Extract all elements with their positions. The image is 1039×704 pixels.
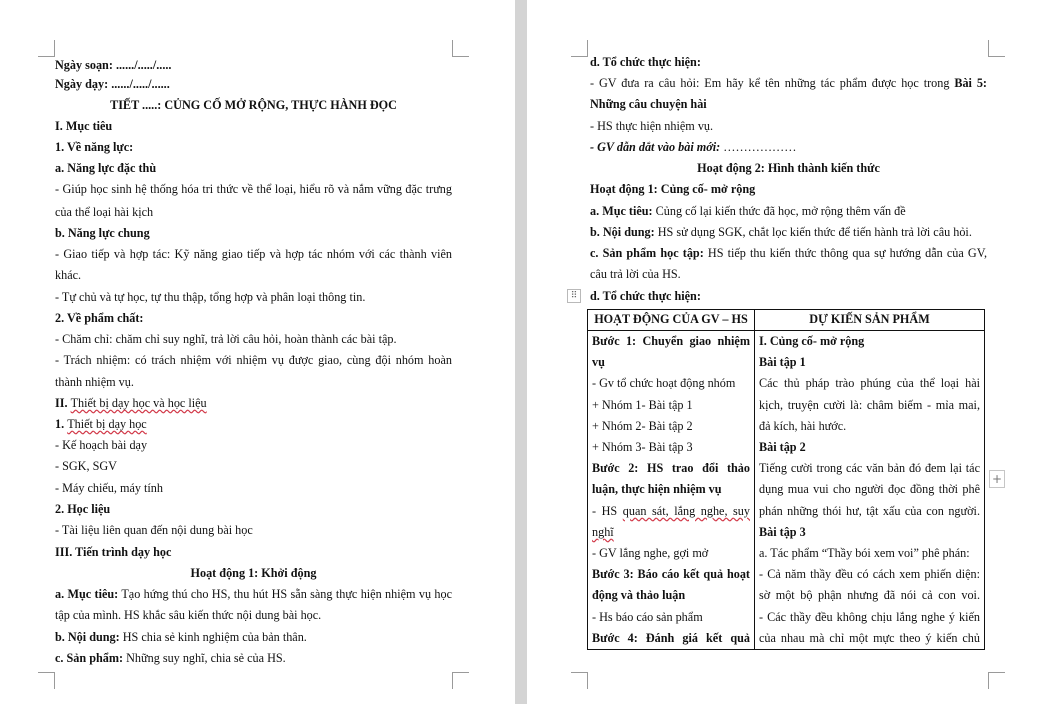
- underlined-text: quan sát, lắng nghe, suy: [622, 503, 750, 518]
- cell-line: [592, 479, 750, 500]
- bold-text: Bước 4: Đánh giá kết quả: [592, 630, 750, 645]
- cell-line: [759, 331, 980, 352]
- cell-line: [592, 522, 750, 543]
- text-run: - Các thầy đều không chịu lắng nghe ý kiến: [759, 609, 980, 624]
- bold-text: - GV dẫn dắt vào bài mới:: [590, 140, 721, 154]
- text-run: câu trả lời của HS.: [590, 267, 681, 281]
- underlined-text: Thiết bị dạy học: [67, 417, 147, 431]
- cell-line: [759, 543, 980, 564]
- text-run: Tiếng cười trong các văn bản đó đem lại tác: [759, 461, 980, 476]
- cell-line: [759, 479, 980, 500]
- text-run: - GV đưa ra câu hỏi: Em hãy kể tên những tác phẩm được học trong: [590, 76, 955, 90]
- text-line: [55, 180, 452, 198]
- table-row: [588, 331, 985, 650]
- text-run: thành nhiệm vụ.: [55, 375, 134, 389]
- text-run: - Cả năm thầy đều có cách xem phiến diện:: [759, 567, 980, 582]
- bold-text: c. Sản phẩm học tập:: [590, 246, 704, 260]
- bold-text: b. Nội dung:: [55, 630, 120, 644]
- text-run: ………………: [720, 140, 797, 154]
- text-line: [590, 159, 987, 177]
- activity-table: [587, 309, 985, 650]
- text-run: khác.: [55, 268, 82, 282]
- bold-text: a. Mục tiêu:: [590, 204, 653, 218]
- underlined-text: Thiết bị dạy học và học liệu: [70, 396, 207, 410]
- page-gap: [515, 0, 527, 704]
- crop-mark: [452, 40, 469, 57]
- text-run: - Hs báo cáo sản phẩm: [592, 609, 703, 624]
- cell-line: [759, 522, 980, 543]
- text-line: [55, 138, 133, 156]
- cell-line: [592, 564, 750, 585]
- text-run: của nhau mà chỉ một mực theo ý kiến chủ: [759, 630, 980, 645]
- text-run: a. Tác phẩm “Thầy bói xem voi” phê phán:: [759, 546, 970, 561]
- cell-line: [759, 564, 980, 585]
- text-line: [55, 394, 207, 412]
- cell-line: [592, 416, 750, 437]
- text-run: - Gv tổ chức hoạt động nhóm: [592, 376, 736, 391]
- text-run: HS tiếp thu kiến thức thông qua sự hướng dẫn của GV,: [703, 246, 987, 260]
- bold-text: Hoạt động 1: Khởi động: [190, 566, 317, 580]
- cell-line: [759, 352, 980, 373]
- text-line: [590, 117, 713, 135]
- text-run: dụng mua vui cho người đọc đồng thời phê: [759, 482, 980, 497]
- text-line: [590, 223, 972, 241]
- table-move-handle[interactable]: ⠿: [567, 289, 581, 303]
- cell-line: [592, 543, 750, 564]
- text-line: [590, 202, 906, 220]
- text-line: [55, 288, 365, 306]
- cell-line: [759, 416, 980, 437]
- text-line: [55, 309, 143, 327]
- cell-line: [592, 628, 750, 649]
- expected-product-cell[interactable]: [755, 331, 985, 650]
- text-line: [55, 606, 321, 624]
- text-line: [55, 75, 170, 93]
- cell-line: [592, 395, 750, 416]
- bold-text: Bài tập 1: [759, 355, 806, 370]
- cell-line: [759, 437, 980, 458]
- text-run: kịch, truyện cười là: châm biếm - mỉa mai,: [759, 397, 980, 412]
- text-line: [55, 96, 452, 114]
- text-run: - SGK, SGV: [55, 459, 117, 473]
- text-line: [590, 53, 701, 71]
- bold-text: Bài 5:: [954, 76, 987, 90]
- crop-mark: [571, 672, 588, 689]
- bold-text: Bài tập 2: [759, 440, 806, 455]
- text-line: [55, 373, 134, 391]
- bold-text: Hoạt động 2: Hình thành kiến thức: [697, 161, 880, 175]
- text-line: [55, 585, 452, 603]
- text-line: [55, 224, 150, 242]
- text-run: - GV lắng nghe, gợi mở: [592, 546, 709, 561]
- text-run: Những suy nghĩ, chia sẻ của HS.: [123, 651, 286, 665]
- cell-line: [592, 352, 750, 373]
- cell-line: [759, 395, 980, 416]
- cell-line: [759, 628, 980, 649]
- bold-text: I. Mục tiêu: [55, 119, 113, 133]
- bold-text: b. Năng lực chung: [55, 226, 150, 240]
- text-line: [55, 436, 147, 454]
- text-run: - Giúp học sinh hệ thống hóa tri thức về thể loại, hiểu rõ và nắm vững đặc trưng: [55, 182, 452, 196]
- bold-text: 1. Về năng lực:: [55, 140, 134, 154]
- text-run: phán những thói hư, tật xấu của con người.: [759, 503, 980, 518]
- crop-mark: [452, 672, 469, 689]
- crop-mark: [988, 672, 1005, 689]
- crop-mark: [38, 672, 55, 689]
- bold-text: 2. Về phẩm chất:: [55, 311, 144, 325]
- bold-text: d. Tổ chức thực hiện:: [590, 55, 701, 69]
- text-run: + Nhóm 3- Bài tập 3: [592, 440, 693, 455]
- cell-line: [592, 501, 750, 522]
- text-run: - HS thực hiện nhiệm vụ.: [590, 119, 714, 133]
- text-line: [55, 203, 153, 221]
- text-line: [55, 56, 171, 74]
- text-line: [55, 543, 171, 561]
- text-run: - Kế hoạch bài dạy: [55, 438, 148, 452]
- text-line: [55, 479, 163, 497]
- bold-text: Bước 1: Chuyển giao nhiệm: [592, 334, 750, 348]
- text-line: [55, 330, 397, 348]
- bold-text: III. Tiến trình dạy học: [55, 545, 172, 559]
- text-run: HS sử dụng SGK, chắt lọc kiến thức để tiến hành trả lời câu hỏi.: [654, 225, 972, 239]
- text-run: - Tài liệu liên quan đến nội dung bài học: [55, 523, 253, 537]
- crop-mark: [571, 40, 588, 57]
- text-line: [55, 245, 452, 263]
- bold-text: Hoạt động 1: Củng cố- mở rộng: [590, 182, 756, 196]
- text-line: [590, 138, 796, 156]
- bold-text: c. Sản phẩm:: [55, 651, 124, 665]
- table-header-cell: DỰ KIẾN SẢN PHẨM: [755, 310, 985, 331]
- crop-mark: [38, 40, 55, 57]
- cell-line: [592, 373, 750, 394]
- text-run: Các thủ pháp trào phúng của thể loại hài: [759, 376, 980, 391]
- text-run: tập của mình. HS khắc sâu kiến thức nội dung bài học.: [55, 608, 322, 622]
- crop-mark: [988, 40, 1005, 57]
- teacher-student-activity-cell[interactable]: [588, 331, 755, 650]
- bold-text: TIẾT .....: CỦNG CỐ MỞ RỘNG, THỰC HÀNH ĐỌC: [110, 98, 397, 112]
- text-line: [55, 266, 81, 284]
- bold-text: Bước 2: HS trao đổi thảo: [592, 461, 750, 476]
- text-line: [590, 95, 707, 113]
- cell-line: [759, 373, 980, 394]
- bold-text: 1.: [55, 417, 68, 431]
- text-run: - Giao tiếp và hợp tác: Kỹ năng giao tiếp và hợp tác nhóm với các thành viên: [55, 247, 452, 261]
- text-run: sờ một bộ phận nhưng đã nói cả con voi.: [759, 588, 980, 603]
- bold-text: Ngày soạn: ....../...../.....: [55, 58, 172, 72]
- bold-text: 2. Học liệu: [55, 502, 111, 516]
- bold-text: Bước 3: Báo cáo kết quả hoạt: [592, 567, 750, 582]
- bold-text: vụ: [592, 355, 605, 370]
- text-line: [590, 180, 755, 198]
- cell-line: [592, 331, 750, 352]
- text-run: Củng cố lại kiến thức đã học, mở rộng thêm vấn đề: [652, 204, 906, 218]
- text-run: + Nhóm 2- Bài tập 2: [592, 418, 693, 433]
- text-line: [55, 351, 452, 369]
- bold-text: động và thảo luận: [592, 588, 686, 603]
- text-line: [55, 564, 452, 582]
- text-run: - Tự chủ và tự học, tự thu thập, tổng hợp và phân loại thông tin.: [55, 290, 366, 304]
- bold-text: b. Nội dung:: [590, 225, 655, 239]
- cell-line: [592, 607, 750, 628]
- text-line: [55, 415, 147, 433]
- add-column-button[interactable]: +: [989, 470, 1005, 488]
- bold-text: Bài tập 3: [759, 524, 806, 539]
- text-run: đả kích, hài hước.: [759, 418, 847, 433]
- text-line: [55, 521, 253, 539]
- text-line: [55, 117, 112, 135]
- text-run: của thể loại hài kịch: [55, 205, 154, 219]
- bold-text: Những câu chuyện hài: [590, 97, 707, 111]
- bold-text: Ngày dạy: ....../...../......: [55, 77, 170, 91]
- cell-line: [759, 458, 980, 479]
- text-line: [55, 500, 110, 518]
- bold-text: luận, thực hiện nhiệm vụ: [592, 482, 722, 497]
- cell-line: [592, 458, 750, 479]
- text-run: - HS: [592, 503, 623, 518]
- cell-line: [759, 585, 980, 606]
- text-line: [55, 457, 117, 475]
- bold-text: I. Củng cố- mở rộng: [759, 334, 865, 348]
- underlined-text: nghĩ: [592, 524, 614, 539]
- text-run: HS chia sẻ kinh nghiệm của bản thân.: [119, 630, 307, 644]
- text-run: - Máy chiếu, máy tính: [55, 481, 163, 495]
- text-run: - Chăm chỉ: chăm chỉ suy nghĩ, trả lời câu hỏi, hoàn thành các bài tập.: [55, 332, 397, 346]
- text-line: [55, 628, 307, 646]
- bold-text: a. Năng lực đặc thù: [55, 161, 157, 175]
- text-line: [590, 74, 987, 92]
- text-run: Tạo hứng thú cho HS, thu hút HS sẵn sàng thực hiện nhiệm vụ học: [118, 587, 452, 601]
- table-header-row: [588, 310, 985, 331]
- cell-line: [592, 437, 750, 458]
- text-line: [590, 287, 701, 305]
- cell-line: [592, 585, 750, 606]
- cell-line: [759, 501, 980, 522]
- cell-line: [759, 607, 980, 628]
- text-line: [55, 649, 286, 667]
- text-line: [590, 265, 681, 283]
- text-line: [590, 244, 987, 262]
- bold-text: d. Tổ chức thực hiện:: [590, 289, 701, 303]
- table-header-cell: HOẠT ĐỘNG CỦA GV – HS: [588, 310, 755, 331]
- text-line: [55, 159, 156, 177]
- bold-text: II.: [55, 396, 71, 410]
- bold-text: a. Mục tiêu:: [55, 587, 119, 601]
- text-run: + Nhóm 1- Bài tập 1: [592, 397, 693, 412]
- text-run: - Trách nhiệm: có trách nhiệm với nhiệm vụ được giao, cùng đội nhóm hoàn: [55, 353, 452, 367]
